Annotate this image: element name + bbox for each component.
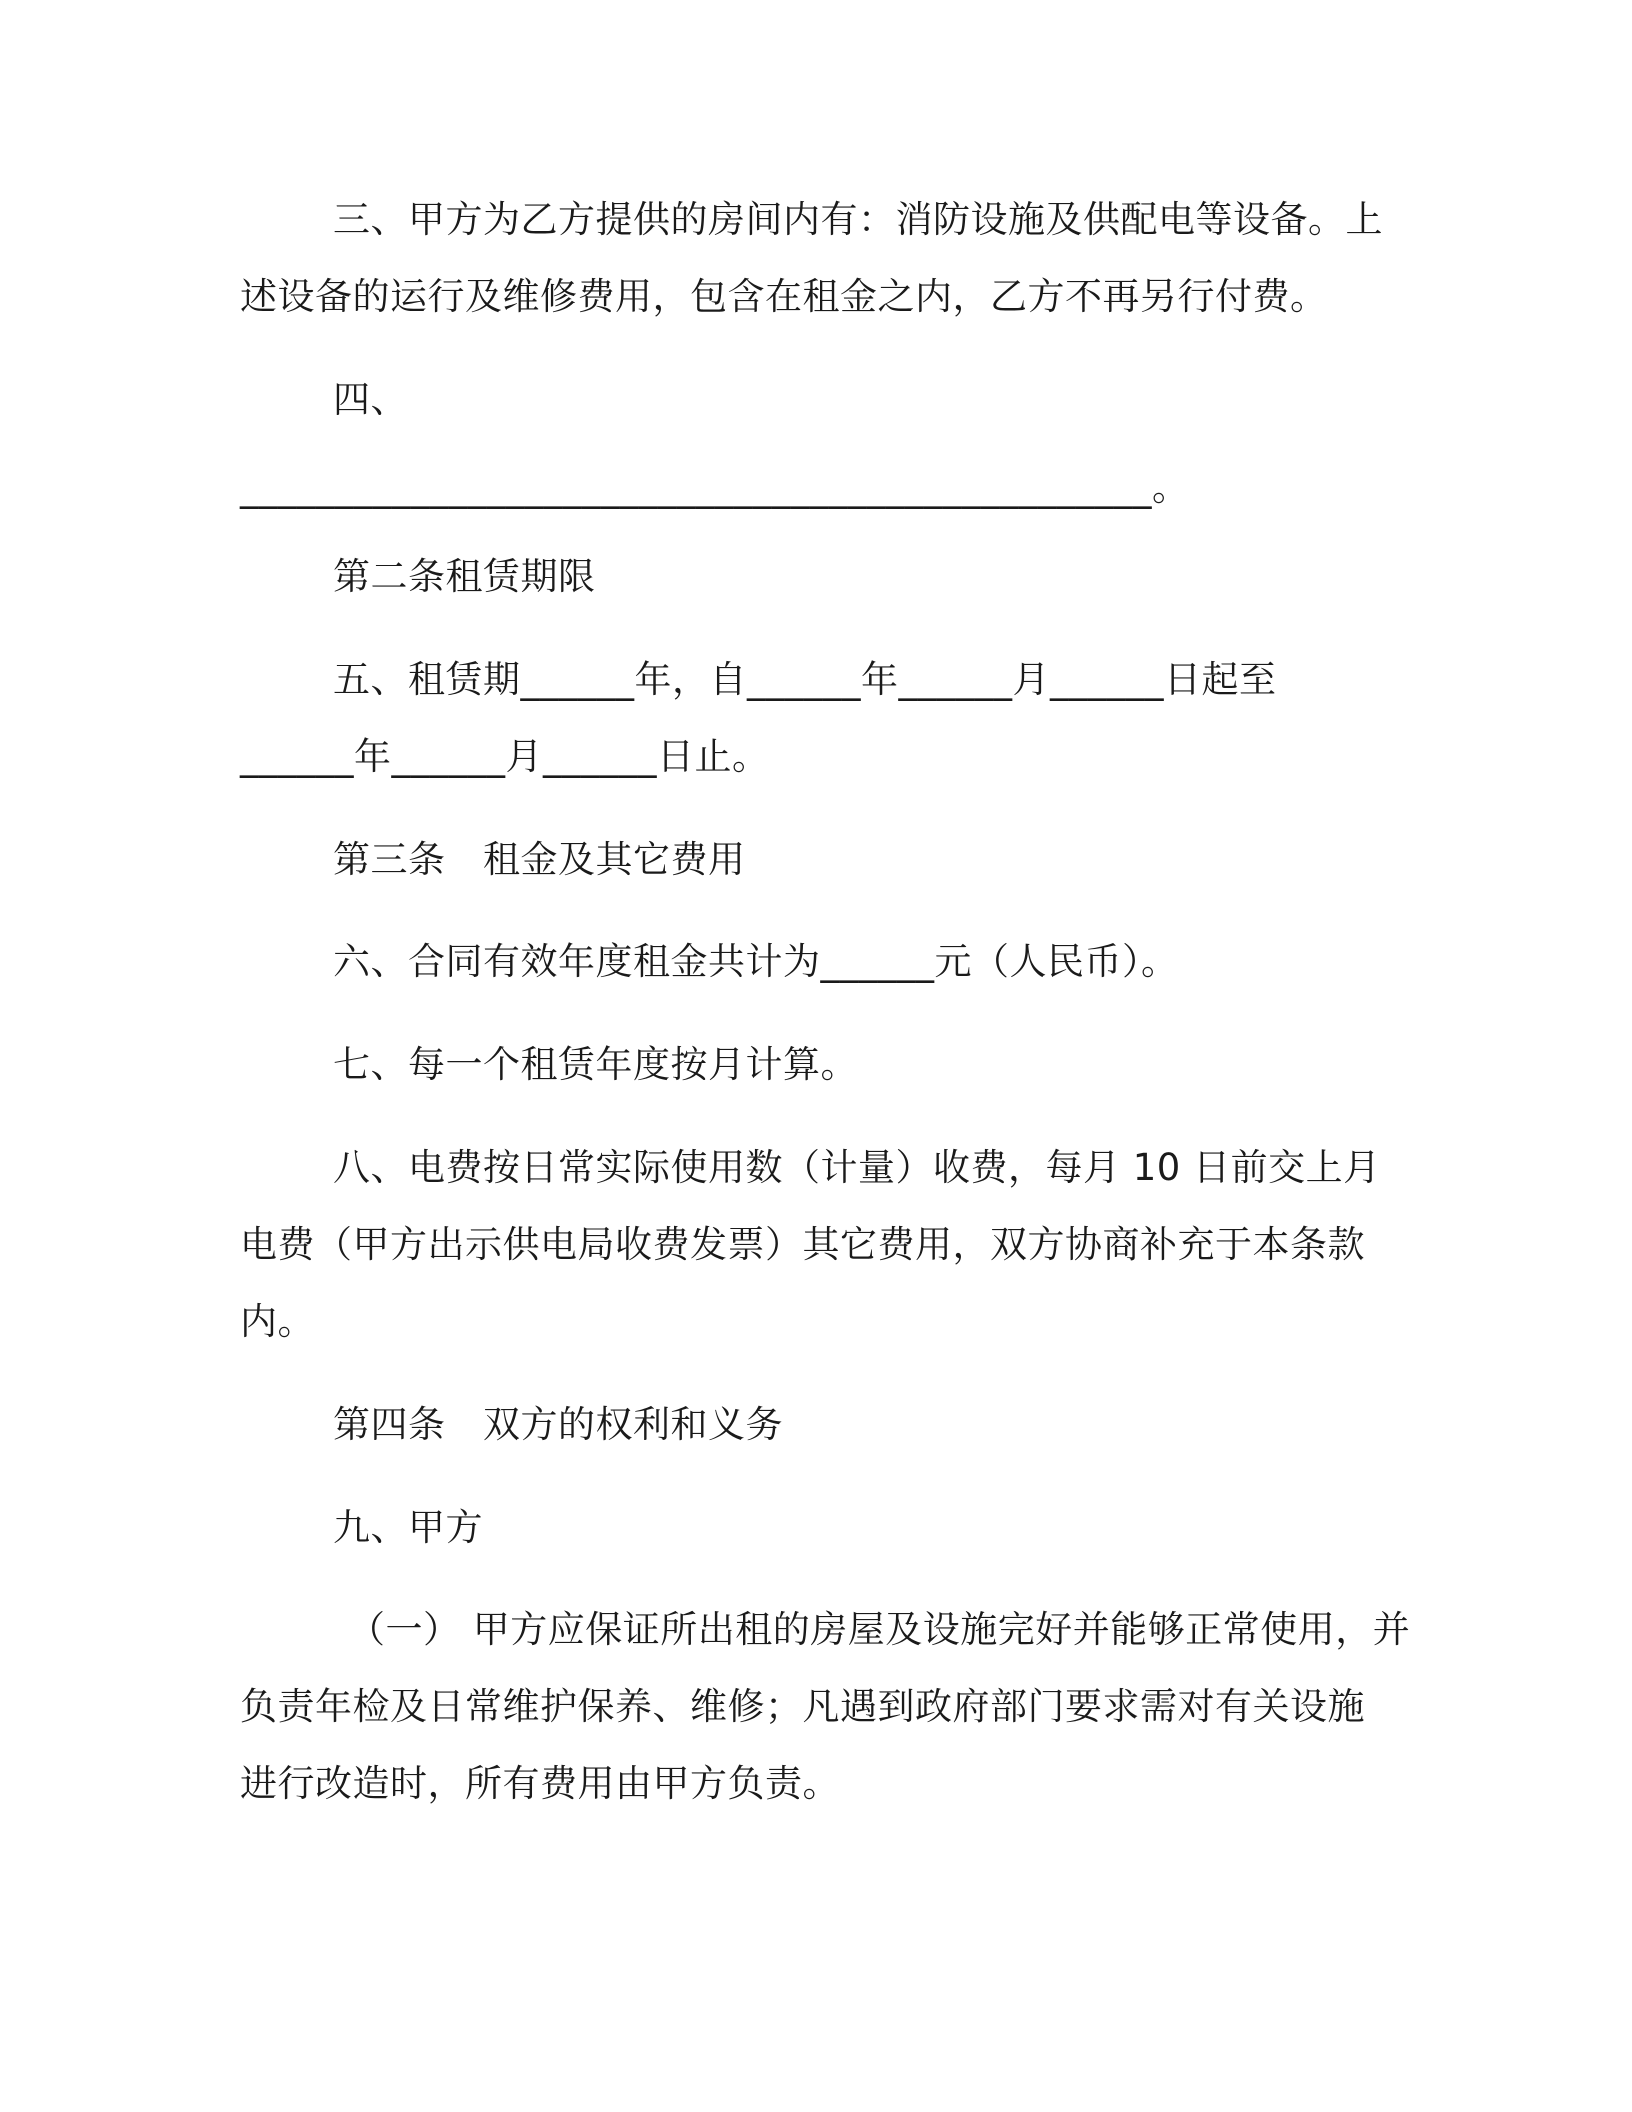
clause-eight-line-3: 内。 (240, 1300, 315, 1343)
clause-nine-item-1-line-3: 进行改造时，所有费用由甲方负责。 (240, 1762, 840, 1805)
clause-four-heading: 四、 (333, 378, 408, 421)
article-two-heading: 第二条租赁期限 (333, 555, 596, 598)
clause-nine-item-1-line-1: （一） 甲方应保证所出租的房屋及设施完好并能够正常使用，并 (348, 1608, 1411, 1651)
clause-five-line-1: 五、租赁期______年，自______年______月______日起至 (333, 658, 1277, 701)
clause-four-blank-line: ________________________________________________。 (240, 466, 1190, 509)
clause-six: 六、合同有效年度租金共计为______元（人民币）。 (333, 940, 1179, 983)
clause-seven: 七、每一个租赁年度按月计算。 (333, 1043, 858, 1086)
clause-eight-line-2: 电费（甲方出示供电局收费发票）其它费用，双方协商补充于本条款 (240, 1223, 1365, 1266)
clause-nine-item-1-line-2: 负责年检及日常维护保养、维修；凡遇到政府部门要求需对有关设施 (240, 1685, 1365, 1728)
clause-eight-line-1: 八、电费按日常实际使用数（计量）收费，每月 10 日前交上月 (333, 1146, 1381, 1189)
clause-nine-heading: 九、甲方 (333, 1506, 483, 1549)
clause-three-line-1: 三、甲方为乙方提供的房间内有：消防设施及供配电等设备。上 (333, 198, 1383, 241)
article-four-heading: 第四条 双方的权利和义务 (333, 1403, 783, 1446)
clause-five-line-2: ______年______月______日止。 (240, 735, 770, 778)
clause-three-line-2: 述设备的运行及维修费用，包含在租金之内，乙方不再另行付费。 (240, 275, 1328, 318)
article-three-heading: 第三条 租金及其它费用 (333, 838, 746, 881)
